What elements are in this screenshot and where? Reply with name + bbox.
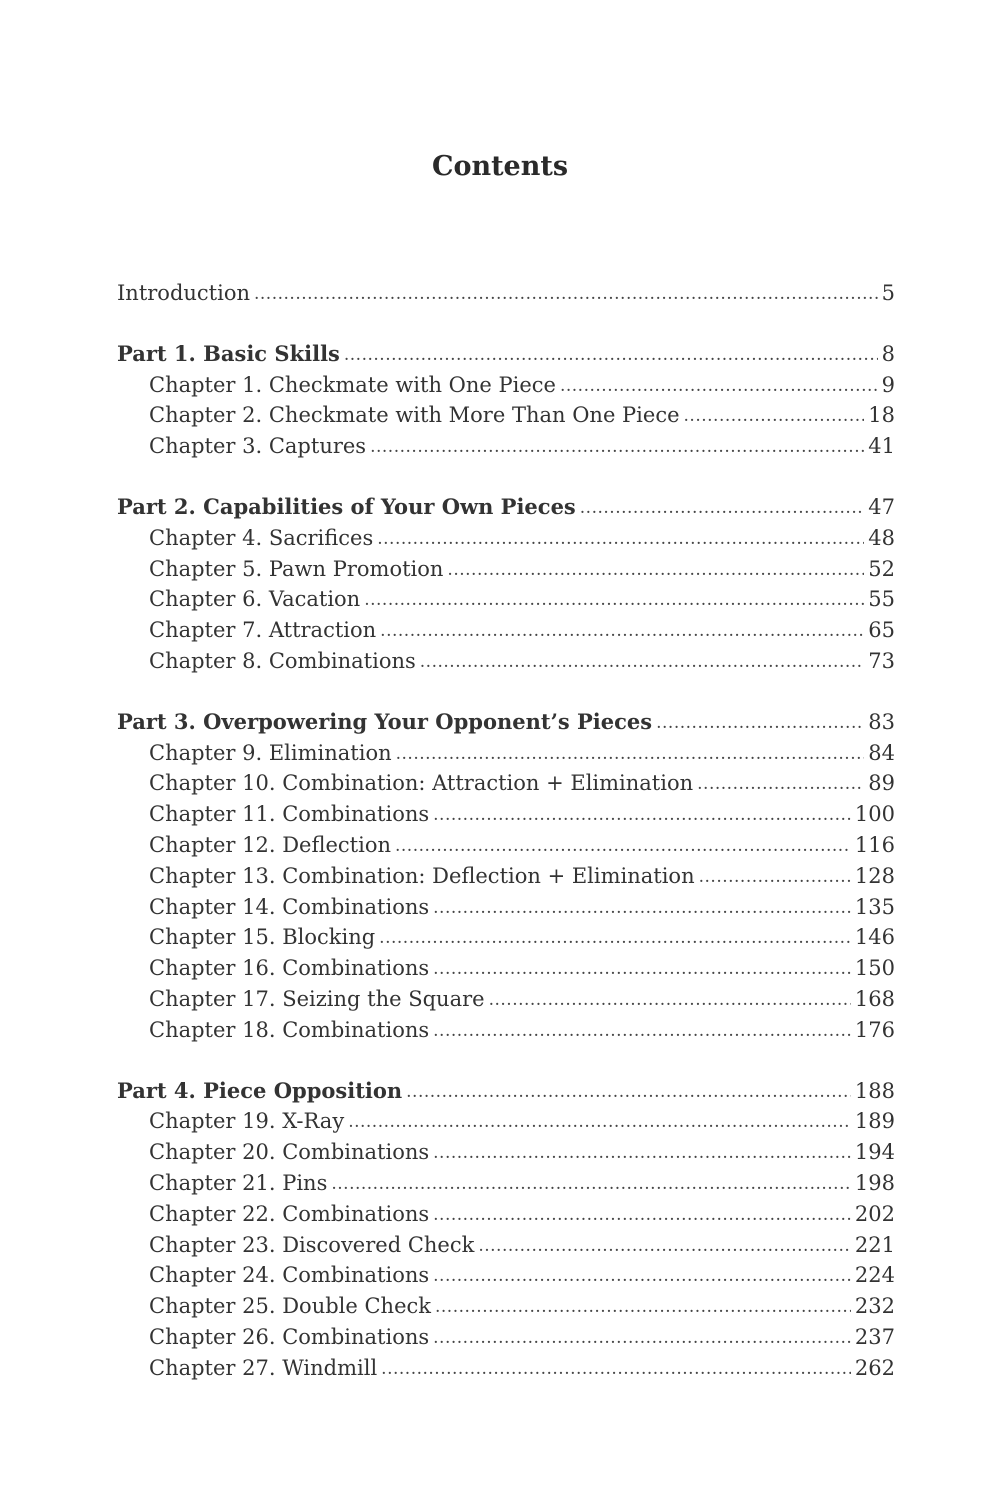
dot-leader	[433, 798, 851, 831]
toc-entry-title: Chapter 1. Checkmate with One Piece	[149, 372, 556, 397]
dot-leader	[478, 1229, 851, 1262]
toc-entry-title: Part 1. Basic Skills	[117, 340, 340, 366]
toc-entry-title: Chapter 15. Blocking	[149, 925, 376, 950]
dot-leader	[406, 1075, 851, 1108]
toc-chapter-entry[interactable]	[117, 584, 895, 615]
toc-entry-title: Chapter 2. Checkmate with More Than One Piece	[149, 403, 680, 428]
toc-page-number: 194	[854, 1140, 895, 1165]
toc-page-number: 150	[854, 956, 895, 981]
toc-page-number: 189	[854, 1109, 895, 1134]
toc-page-number: 202	[854, 1201, 895, 1226]
toc-entry-title: Chapter 16. Combinations	[149, 956, 430, 981]
dot-leader	[489, 983, 851, 1016]
toc-part-entry[interactable]	[117, 492, 895, 523]
toc-entry-title: Chapter 23. Discovered Check	[149, 1232, 475, 1257]
toc-page-number: 48	[868, 525, 895, 550]
dot-leader	[395, 829, 851, 862]
toc-chapter-entry[interactable]	[117, 523, 895, 554]
toc-page-number: 221	[854, 1232, 895, 1257]
toc-chapter-entry[interactable]	[117, 431, 895, 462]
toc-page-number: 237	[854, 1324, 895, 1349]
toc-entry-title: Introduction	[117, 281, 250, 305]
toc-page-number: 176	[854, 1017, 895, 1042]
toc-page-number: 8	[881, 341, 895, 366]
toc-page-number: 198	[854, 1170, 895, 1195]
toc-entry-title: Chapter 5. Pawn Promotion	[149, 556, 444, 581]
toc-chapter-entry[interactable]	[117, 1230, 895, 1261]
toc-chapter-entry[interactable]	[117, 1137, 895, 1168]
toc-entry-title: Chapter 13. Combination: Deflection + Elimination	[149, 863, 695, 888]
toc-chapter-entry[interactable]	[117, 768, 895, 799]
toc-section	[117, 339, 895, 462]
toc-intro-entry[interactable]	[117, 278, 895, 309]
toc-page-number: 83	[868, 709, 895, 734]
dot-leader	[435, 1290, 851, 1323]
toc-page-number: 52	[868, 556, 895, 581]
toc-entry-title: Chapter 22. Combinations	[149, 1201, 430, 1226]
dot-leader	[697, 767, 864, 800]
toc-chapter-entry[interactable]	[117, 1106, 895, 1137]
dot-leader	[364, 583, 864, 616]
toc-page-number: 128	[854, 863, 895, 888]
toc-section	[117, 1076, 895, 1384]
toc-chapter-entry[interactable]	[117, 861, 895, 892]
dot-leader	[580, 491, 865, 524]
toc-page-number: 146	[854, 925, 895, 950]
toc-chapter-entry[interactable]	[117, 1015, 895, 1046]
toc-entry-title: Chapter 24. Combinations	[149, 1263, 430, 1288]
dot-leader	[433, 1198, 851, 1231]
toc-part-entry[interactable]	[117, 707, 895, 738]
toc-page-number: 100	[854, 802, 895, 827]
toc-page-number: 224	[854, 1263, 895, 1288]
toc-entry-title: Chapter 19. X-Ray	[149, 1109, 345, 1134]
toc-page-number: 18	[868, 403, 895, 428]
toc-page-number: 84	[868, 740, 895, 765]
dot-leader	[433, 952, 851, 985]
toc-entry-title: Chapter 4. Sacrifices	[149, 525, 374, 550]
toc-entry-title: Chapter 12. Deflection	[149, 832, 391, 857]
dot-leader	[684, 399, 865, 432]
toc-chapter-entry[interactable]	[117, 1353, 895, 1384]
dot-leader	[377, 522, 864, 555]
dot-leader	[433, 1136, 851, 1169]
toc-page-number: 9	[881, 372, 895, 397]
toc-entry-title: Part 2. Capabilities of Your Own Pieces	[117, 493, 576, 519]
toc-page-number: 262	[854, 1355, 895, 1380]
dot-leader	[380, 614, 864, 647]
toc-entry-title: Chapter 14. Combinations	[149, 894, 430, 919]
toc-entry-title: Part 3. Overpowering Your Opponent’s Pieces	[117, 708, 653, 734]
toc-page-number: 55	[868, 587, 895, 612]
toc-entry-title: Chapter 26. Combinations	[149, 1324, 430, 1349]
toc-page-number: 168	[854, 986, 895, 1011]
toc-chapter-entry[interactable]	[117, 1291, 895, 1322]
page-title: Contents	[431, 151, 569, 182]
toc-page-number: 89	[868, 771, 895, 796]
dot-leader	[344, 338, 878, 371]
toc-page-number: 188	[854, 1078, 895, 1103]
toc-chapter-entry[interactable]	[117, 554, 895, 585]
toc-chapter-entry[interactable]	[117, 400, 895, 431]
dot-leader	[699, 860, 851, 893]
toc-entry-title: Chapter 20. Combinations	[149, 1140, 430, 1165]
dot-leader	[379, 921, 851, 954]
toc-page-number: 116	[854, 832, 895, 857]
toc-part-entry[interactable]	[117, 1076, 895, 1107]
toc-entry-title: Chapter 8. Combinations	[149, 648, 416, 673]
dot-leader	[420, 645, 864, 678]
dot-leader	[348, 1105, 851, 1138]
toc-page-number: 65	[868, 618, 895, 643]
toc-chapter-entry[interactable]	[117, 1168, 895, 1199]
toc-page-number: 47	[868, 494, 895, 519]
toc-chapter-entry[interactable]	[117, 953, 895, 984]
toc-chapter-entry[interactable]	[117, 984, 895, 1015]
dot-leader	[433, 891, 851, 924]
dot-leader	[433, 1259, 851, 1292]
toc-entry-title: Chapter 21. Pins	[149, 1170, 328, 1195]
toc-chapter-entry[interactable]	[117, 892, 895, 923]
dot-leader	[447, 553, 864, 586]
dot-leader	[656, 706, 864, 739]
dot-leader	[396, 737, 865, 770]
toc-chapter-entry[interactable]	[117, 1260, 895, 1291]
toc-chapter-entry[interactable]	[117, 615, 895, 646]
dot-leader	[433, 1014, 851, 1047]
toc-entry-title: Chapter 27. Windmill	[149, 1355, 378, 1380]
toc-chapter-entry[interactable]	[117, 1322, 895, 1353]
toc-chapter-entry[interactable]	[117, 922, 895, 953]
toc-entry-title: Chapter 7. Attraction	[149, 618, 377, 643]
toc-part-entry[interactable]	[117, 339, 895, 370]
toc-chapter-entry[interactable]	[117, 1199, 895, 1230]
table-of-contents	[117, 278, 895, 1414]
toc-entry-title: Part 4. Piece Opposition	[117, 1077, 403, 1103]
dot-leader	[254, 277, 878, 310]
toc-entry-title: Chapter 6. Vacation	[149, 587, 361, 612]
toc-page-number: 5	[881, 281, 895, 305]
dot-leader	[331, 1167, 851, 1200]
toc-section	[117, 278, 895, 309]
toc-chapter-entry[interactable]	[117, 738, 895, 769]
toc-chapter-entry[interactable]	[117, 799, 895, 830]
toc-chapter-entry[interactable]	[117, 370, 895, 401]
toc-section	[117, 707, 895, 1046]
toc-entry-title: Chapter 3. Captures	[149, 434, 367, 459]
toc-section	[117, 492, 895, 677]
dot-leader	[370, 430, 864, 463]
toc-page-number: 135	[854, 894, 895, 919]
toc-page-number: 41	[868, 434, 895, 459]
toc-page-number: 73	[868, 648, 895, 673]
toc-entry-title: Chapter 25. Double Check	[149, 1294, 431, 1319]
toc-entry-title: Chapter 11. Combinations	[149, 802, 430, 827]
toc-chapter-entry[interactable]	[117, 830, 895, 861]
toc-page-number: 232	[854, 1294, 895, 1319]
dot-leader	[560, 369, 878, 402]
toc-entry-title: Chapter 17. Seizing the Square	[149, 986, 485, 1011]
toc-entry-title: Chapter 10. Combination: Attraction + Elimination	[149, 771, 694, 796]
dot-leader	[381, 1352, 851, 1385]
toc-entry-title: Chapter 18. Combinations	[149, 1017, 430, 1042]
toc-entry-title: Chapter 9. Elimination	[149, 740, 392, 765]
dot-leader	[433, 1321, 851, 1354]
toc-chapter-entry[interactable]	[117, 646, 895, 677]
